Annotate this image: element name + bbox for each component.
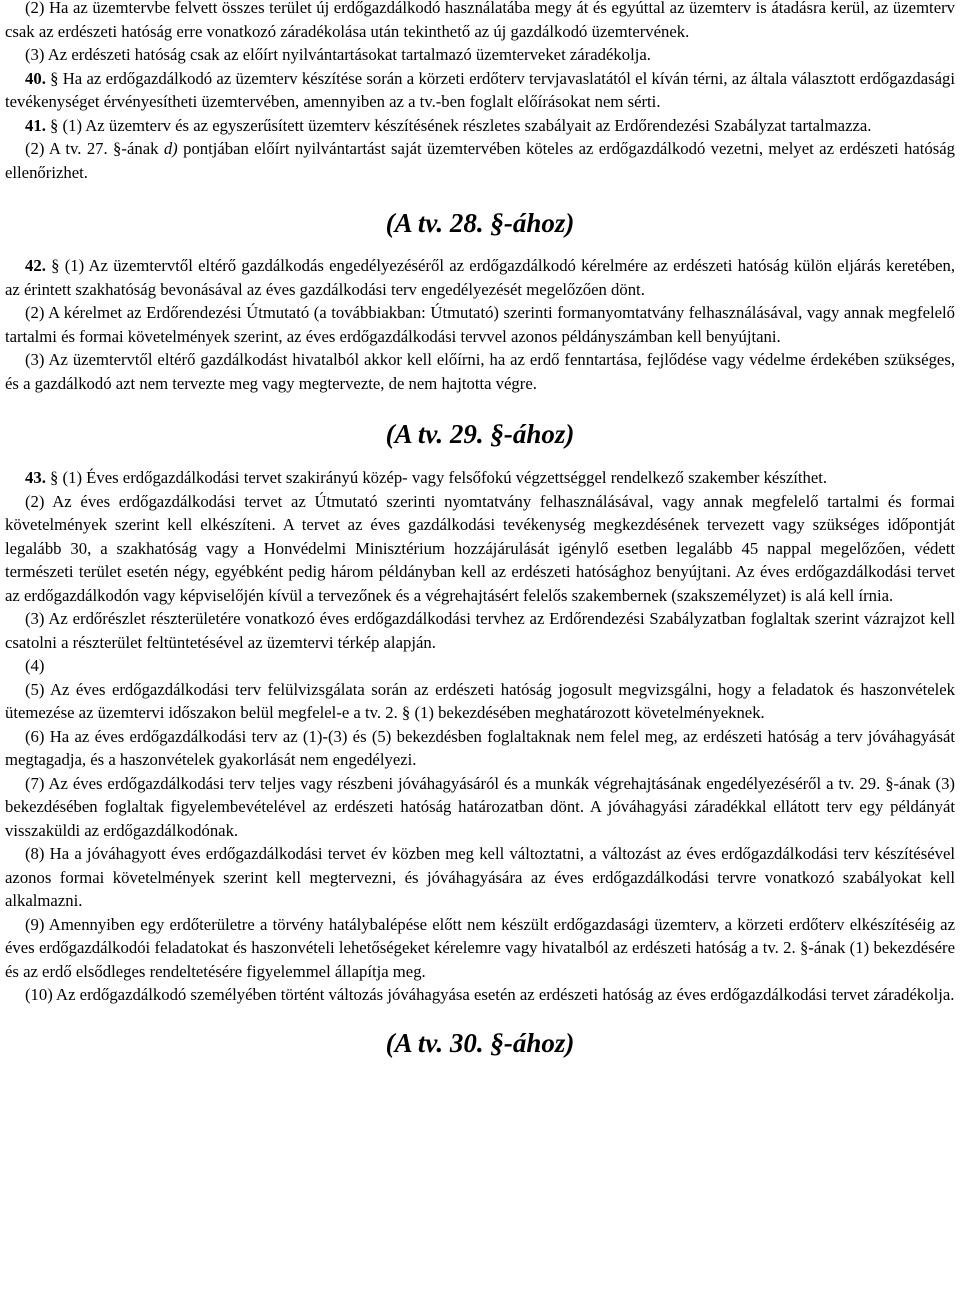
section-number: 40. [25, 68, 46, 88]
section-43-3: (3) Az erdőrészlet részterületére vonatkozó éves erdőgazdálkodási tervhez az Erdőrendezési Szabályzatban foglaltak szerint vázrajzot kell csatolni a részterület feltüntetésével az üzemtervi térkép alapján. [5, 609, 955, 652]
section-43-9: (9) Amennyiben egy erdőterületre a törvény hatálybalépése előtt nem készült erdőgazdasági üzemterv, a körzeti erdőterv elkészítéséig az éves erdőgazdálkodói feladatokat és haszonvételi lehetőségeket kérelemre vagy hivatalból az erdészeti hatóság a tv. 2. §-ának (1) bekezdésére és az erdő elsődleges rendeltetésére figyelemmel állapítja meg. [5, 914, 955, 981]
section-43-6: (6) Ha az éves erdőgazdálkodási terv az (1)-(3) és (5) bekezdésben foglaltaknak nem felel meg, az erdészeti hatóság a terv jóváhagyását megtagadja, és a haszonvételek gyakorlását nem engedélyezi. [5, 726, 955, 769]
section-43-10: (10) Az erdőgazdálkodó személyében történt változás jóváhagyása esetén az erdészeti hatóság az éves erdőgazdálkodási tervet záradékolja. [25, 985, 955, 1004]
section-number: 43. [25, 468, 46, 487]
section-42-3: (3) Az üzemtervtől eltérő gazdálkodást hivatalból akkor kell előírni, ha az erdő fenntartása, fejlődése vagy védelme érdekében szükséges, és a gazdálkodó azt nem tervezte meg vagy megtervezte, de nem hajtotta végre. [5, 350, 955, 393]
section-heading: (A tv. 30. §-ához) [385, 1027, 575, 1058]
section-43-4: (4) [25, 656, 45, 675]
section-heading: (A tv. 29. §-ához) [385, 419, 575, 449]
section-42-1: 42. § (1) Az üzemtervtől eltérő gazdálkodás engedélyezéséről az erdőgazdálkodó kérelmére az erdészeti hatóság külön eljárás keretében, az érintett szakhatóság bevonásával az éves gazdálkodási terv engedélyezését megelőzően dönt. [5, 256, 955, 299]
section-heading: (A tv. 28. §-ához) [385, 208, 575, 238]
section-40: 40. § Ha az erdőgazdálkodó az üzemterv készítése során a körzeti erdőterv tervjavaslatától el kíván térni, az általa választott erdőgazdasági tevékenységet érvényesítheti üzemtervében, amennyiben az a tv.-ben foglalt előírásokat nem sérti. [5, 68, 956, 111]
section-41-1: 41. § (1) Az üzemterv és az egyszerűsített üzemterv készítésének részletes szabályait az Erdőrendezési Szabályzat tartalmazza. [25, 115, 872, 135]
paragraph-39-2: (2) Ha az üzemtervbe felvett összes terület új erdőgazdálkodó használatába megy át és egyúttal az üzemterv is átadásra kerül, az üzemterv csak az erdészeti hatóság erre vonatkozó záradékolása után tekinthető az új gazdálkodó üzemtervének. [5, 0, 955, 41]
section-42-2: (2) A kérelmet az Erdőrendezési Útmutató (a továbbiakban: Útmutató) szerinti formanyomtatvány felhasználásával, vagy annak megfelelő tartalmi és formai követelmények szerint, az éves erdőgazdálkodási tervvel azonos példányszámban kell benyújtani. [5, 303, 955, 346]
section-41-2: (2) A tv. 27. §-ának d) pontjában előírt nyilvántartást saját üzemtervében köteles az erdőgazdálkodó vezetni, melyet az erdészeti hatóság ellenőrizhet. [5, 139, 955, 182]
section-number: 42. [25, 256, 46, 275]
section-43-7: (7) Az éves erdőgazdálkodási terv teljes vagy részbeni jóváhagyásáról és a munkák végrehajtásának engedélyezéséről a tv. 29. §-ának (3) bekezdésében foglaltak figyelembevételével az erdészeti hatóság határozatban dönt. A jóváhagyási záradékkal ellátott terv egy példányát visszaküldi az erdőgazdálkodónak. [5, 773, 955, 840]
section-43-5: (5) Az éves erdőgazdálkodási terv felülvizsgálata során az erdészeti hatóság jogosult megvizsgálni, hogy a feladatok és haszonvételek ütemezése az üzemtervi időszakon belül megfelel-e a tv. 2. § (1) bekezdésében meghatározott követelményeknek. [5, 679, 955, 722]
section-43-1: 43. § (1) Éves erdőgazdálkodási tervet szakirányú közép- vagy felsőfokú végzettséggel rendelkező szakember készíthet. [25, 468, 828, 487]
section-number: 41. [25, 115, 46, 135]
section-43-8: (8) Ha a jóváhagyott éves erdőgazdálkodási tervet év közben meg kell változtatni, a változást az éves erdőgazdálkodási terv készítésével azonos formai követelmények szerint kell megtervezni, és jóváhagyására az éves erdőgazdálkodási tervre vonatkozó szabályokat kell alkalmazni. [5, 844, 955, 910]
paragraph-39-3: (3) Az erdészeti hatóság csak az előírt nyilvántartásokat tartalmazó üzemterveket záradékolja. [25, 45, 651, 64]
section-43-2: (2) Az éves erdőgazdálkodási tervet az Útmutató szerinti nyomtatvány felhasználásával, vagy annak megfelelő tartalmi és formai követelmények szerint kell elkészíteni. A tervet az éves gazdálkodási tevékenység megkezdésének tervezett vagy szükséges időpontját legalább 30, a szakhatóság vagy a Honvédelmi Minisztérium hozzájárulását igénylő esetben legalább 45 nappal megelőzően, védett természeti terület esetén négy, egyébként pedig három példányban kell az erdészeti hatósághoz benyújtani. Az éves erdőgazdálkodási tervet az erdőgazdálkodón vagy képviselőjén kívül a tervezőnek és a végrehajtásért felelős szakembernek (szakszemélyzet) is alá kell írnia. [5, 491, 955, 605]
